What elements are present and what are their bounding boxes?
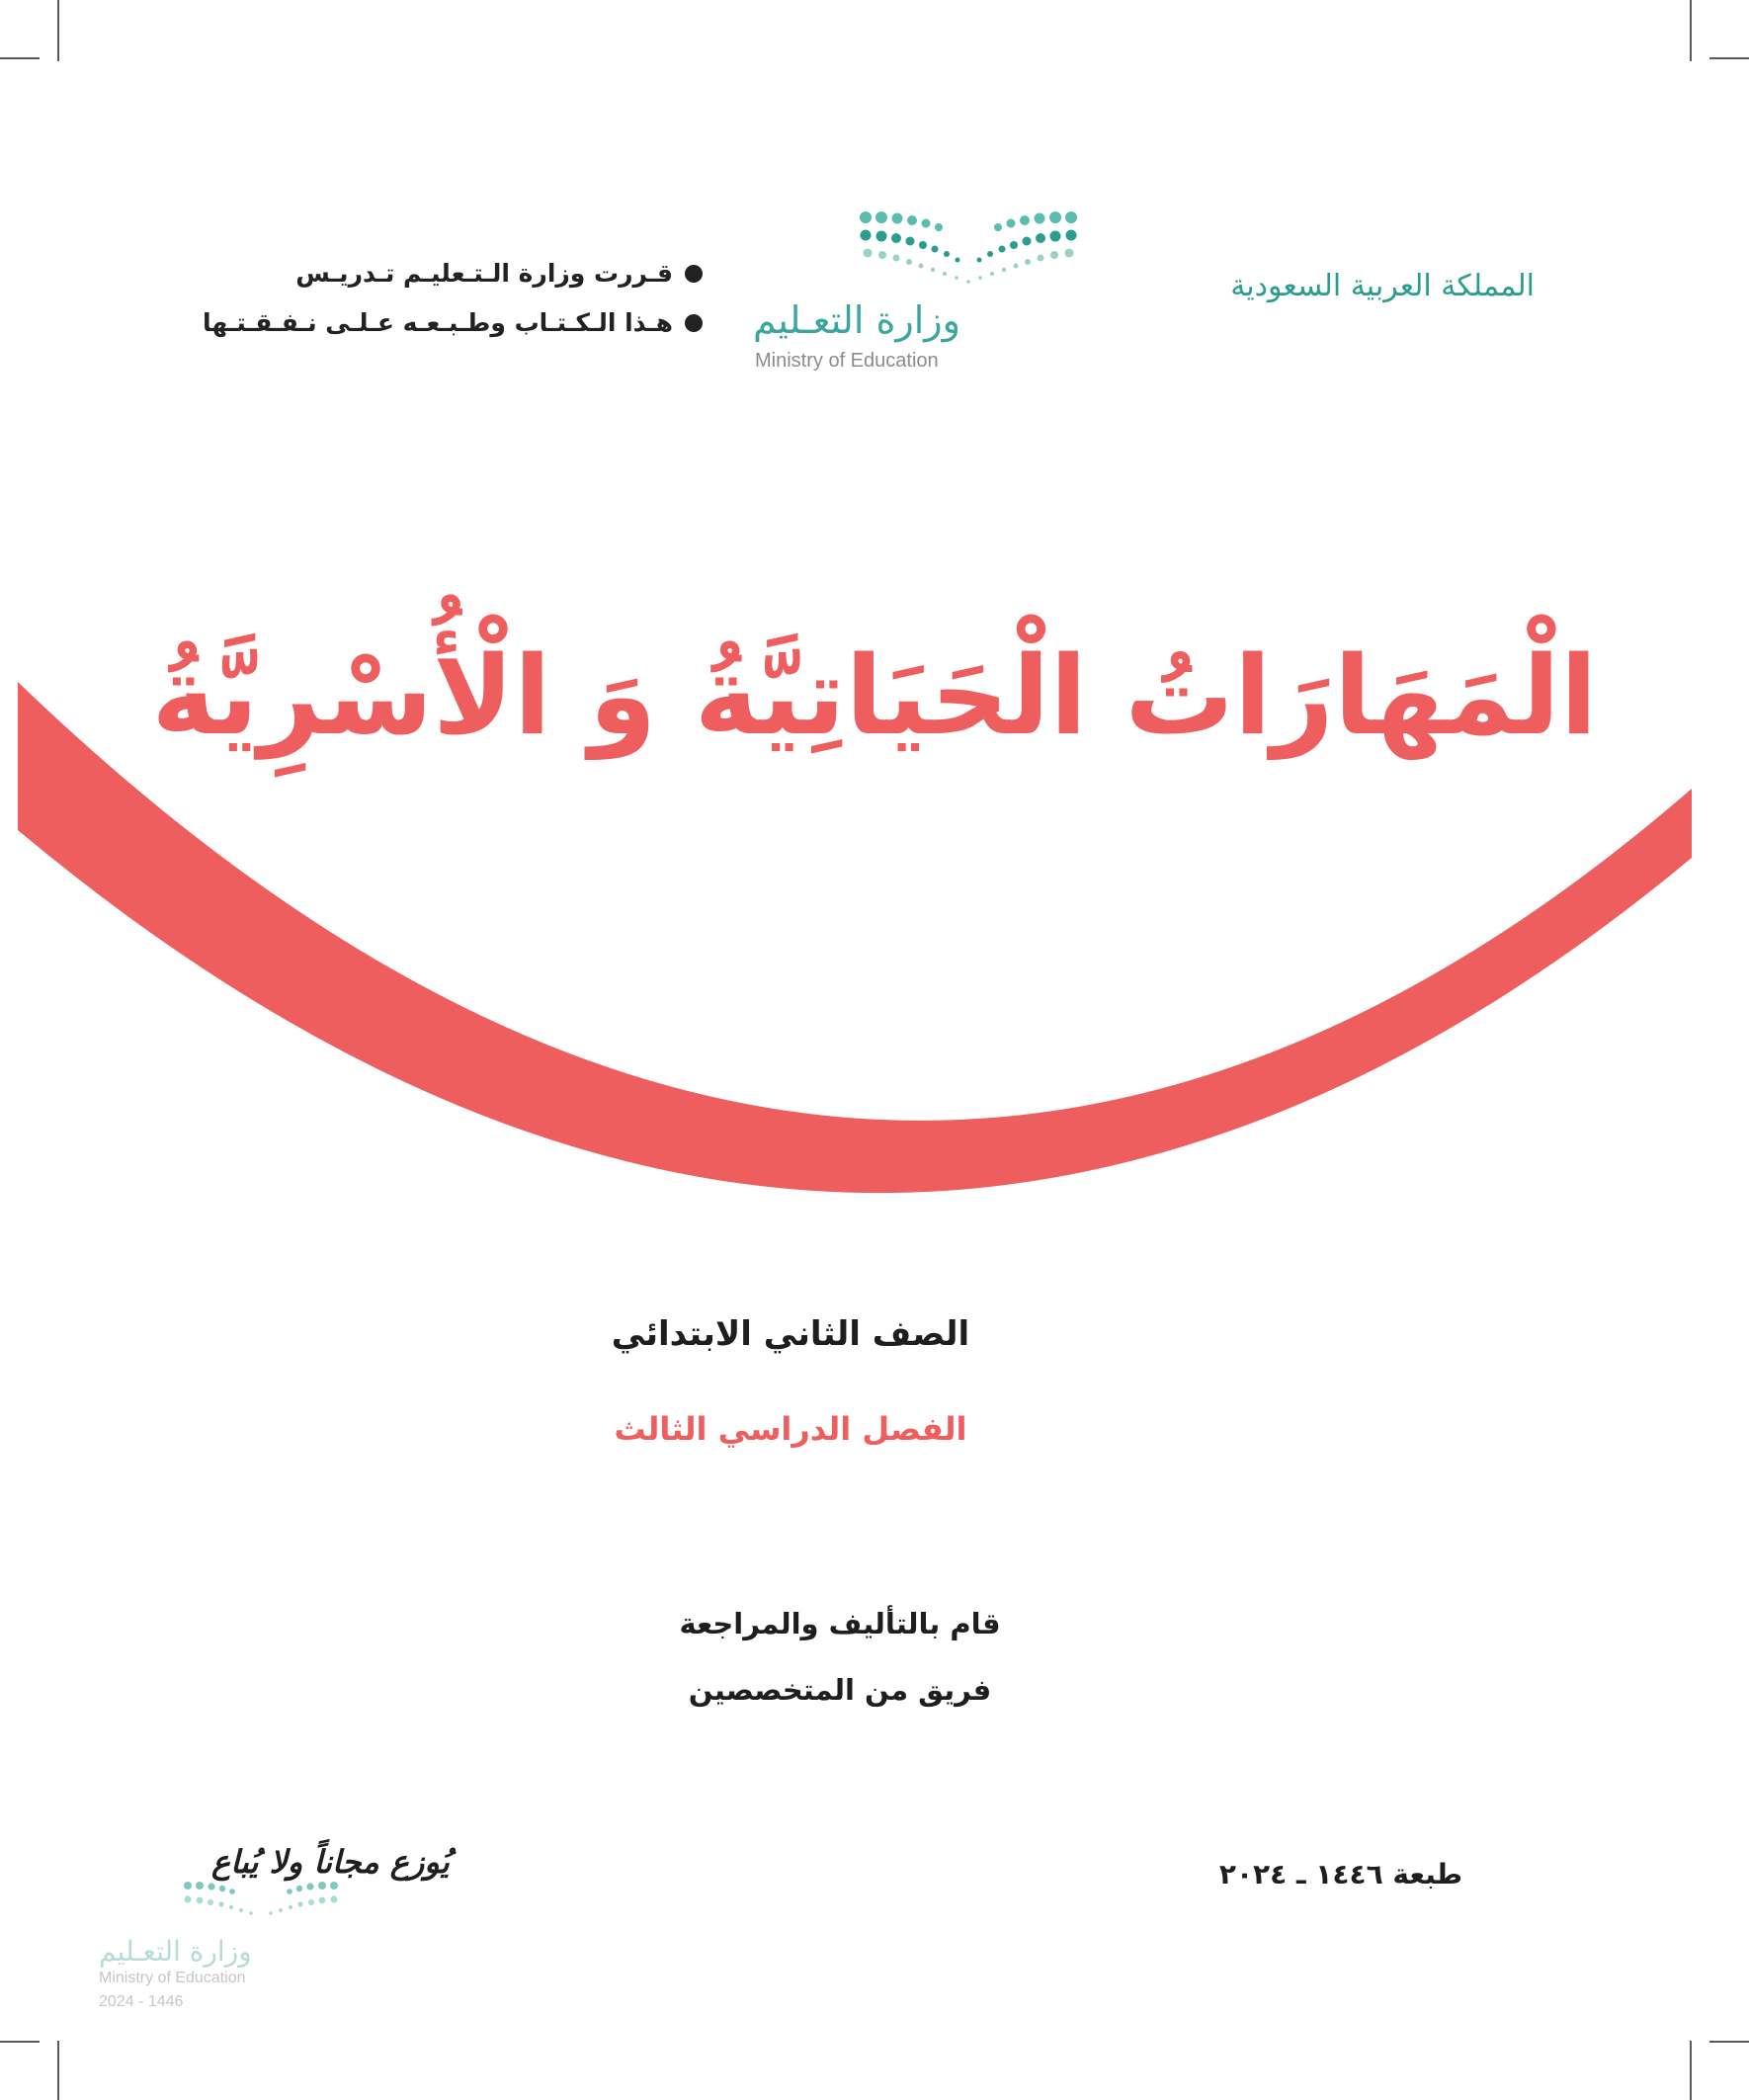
authors-line-1: قام بالتأليف والمراجعة (679, 1607, 1001, 1640)
book-title: الْمَهَارَاتُ الْحَيَاتِيَّةُ وَ الْأُسْرِيَّةُ (151, 632, 1598, 759)
notice-line-1-text: قـررت وزارة الـتـعليـم تـدريـس (295, 259, 673, 288)
authors-line-2: فريق من المتخصصين (688, 1673, 992, 1707)
watermark-logo-icon (182, 1880, 340, 1919)
kingdom-name: المملكة العربية السعودية (1230, 269, 1535, 303)
free-distribution-text: يُوزع مجاناً ولا يُباع (211, 1843, 450, 1881)
edition-label: طبعة ١٤٤٦ ـ ٢٠٢٤ (1218, 1858, 1462, 1890)
grade-label: الصف الثاني الابتدائي (611, 1314, 970, 1354)
bullet-icon (685, 265, 703, 283)
ministry-name-arabic: وزارة التعـليم (753, 298, 961, 342)
term-label: الفصل الدراسي الثالث (614, 1410, 967, 1448)
bullet-icon (685, 314, 703, 332)
notice-line-2-text: هـذا الـكـتـاب وطـبـعـه عـلـى نـفـقـتـها (202, 308, 673, 337)
ministry-name-english: Ministry of Education (755, 350, 939, 372)
notice-line-1 (233, 259, 703, 288)
watermark-years: 2024 - 1446 (99, 1993, 184, 2010)
ministry-logo-icon (858, 210, 1079, 287)
watermark-ministry-english: Ministry of Education (99, 1970, 246, 1986)
watermark-ministry-arabic: وزارة التعـليم (99, 1935, 252, 1968)
notice-line-2 (202, 308, 703, 337)
